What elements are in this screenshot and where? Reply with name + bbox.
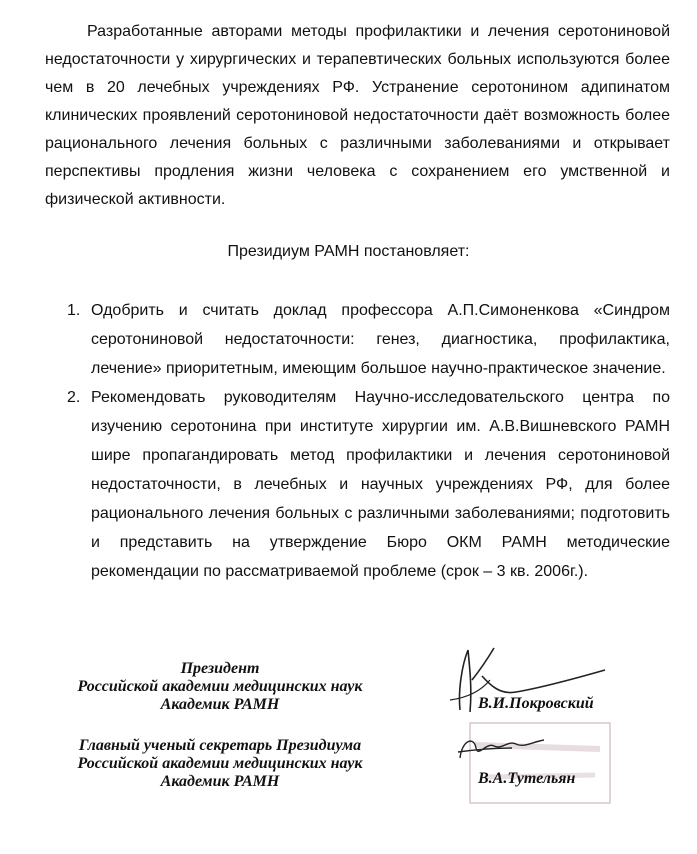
resolution-list xyxy=(45,296,670,586)
signatory-title-line: Академик РАМН xyxy=(160,773,280,790)
intro-text: Разработанные авторами методы профилактики и лечения серотониновой недостаточности у хирургических и терапевтических больных используются более чем в 20 лечебных учреждениях РФ. Устранение серотонином адипинатом клинических проявлений серотониновой недостаточности даёт возможность более рационального лечения больных с различными заболеваниями и открывает перспективы продления жизни человека с сохранением его умственной и физической активности. xyxy=(45,23,670,208)
signatory-title-block xyxy=(40,660,400,714)
list-item xyxy=(45,383,670,586)
item-number: 2. xyxy=(67,389,81,406)
intro-paragraph xyxy=(45,18,670,214)
signatory-title-line: Российской академии медицинских наук xyxy=(77,755,363,772)
resolution-heading: Президиум РАМН постановляет: xyxy=(227,243,470,260)
list-item xyxy=(45,296,670,383)
signatory-title-line: Российской академии медицинских наук xyxy=(77,678,363,695)
signatory-title-block xyxy=(40,737,400,791)
item-text: Рекомендовать руководителям Научно-исследовательского центра по изучению серотонина при институте хирургии им. А.В.Вишневского РАМН шире пропагандировать метод профилактики и лечения серотониновой недостаточности, в лечебных и научных учреждениях РФ, для более рационального лечения больных с различными заболеваниями; подготовить и представить на утверждение Бюро ОКМ РАМН методические рекомендации по рассматриваемой проблеме (срок – 3 кв. 2006г.). xyxy=(91,389,670,580)
signatory-name: В.А.Тутельян xyxy=(478,770,576,787)
handwritten-signature xyxy=(452,728,562,768)
item-text: Одобрить и считать доклад профессора А.П.Симоненкова «Синдром серотониновой недостаточности: генез, диагностика, профилактика, лечение» приоритетным, имеющим большое научно-практическое значение. xyxy=(91,302,670,377)
signatory-title-line: Академик РАМН xyxy=(160,696,280,713)
item-number: 1. xyxy=(67,302,81,319)
signatory-name: В.И.Покровский xyxy=(478,695,594,712)
signatory-title-line: Президент xyxy=(180,660,260,677)
signatory-title-line: Главный ученый секретарь Президиума xyxy=(78,737,362,754)
